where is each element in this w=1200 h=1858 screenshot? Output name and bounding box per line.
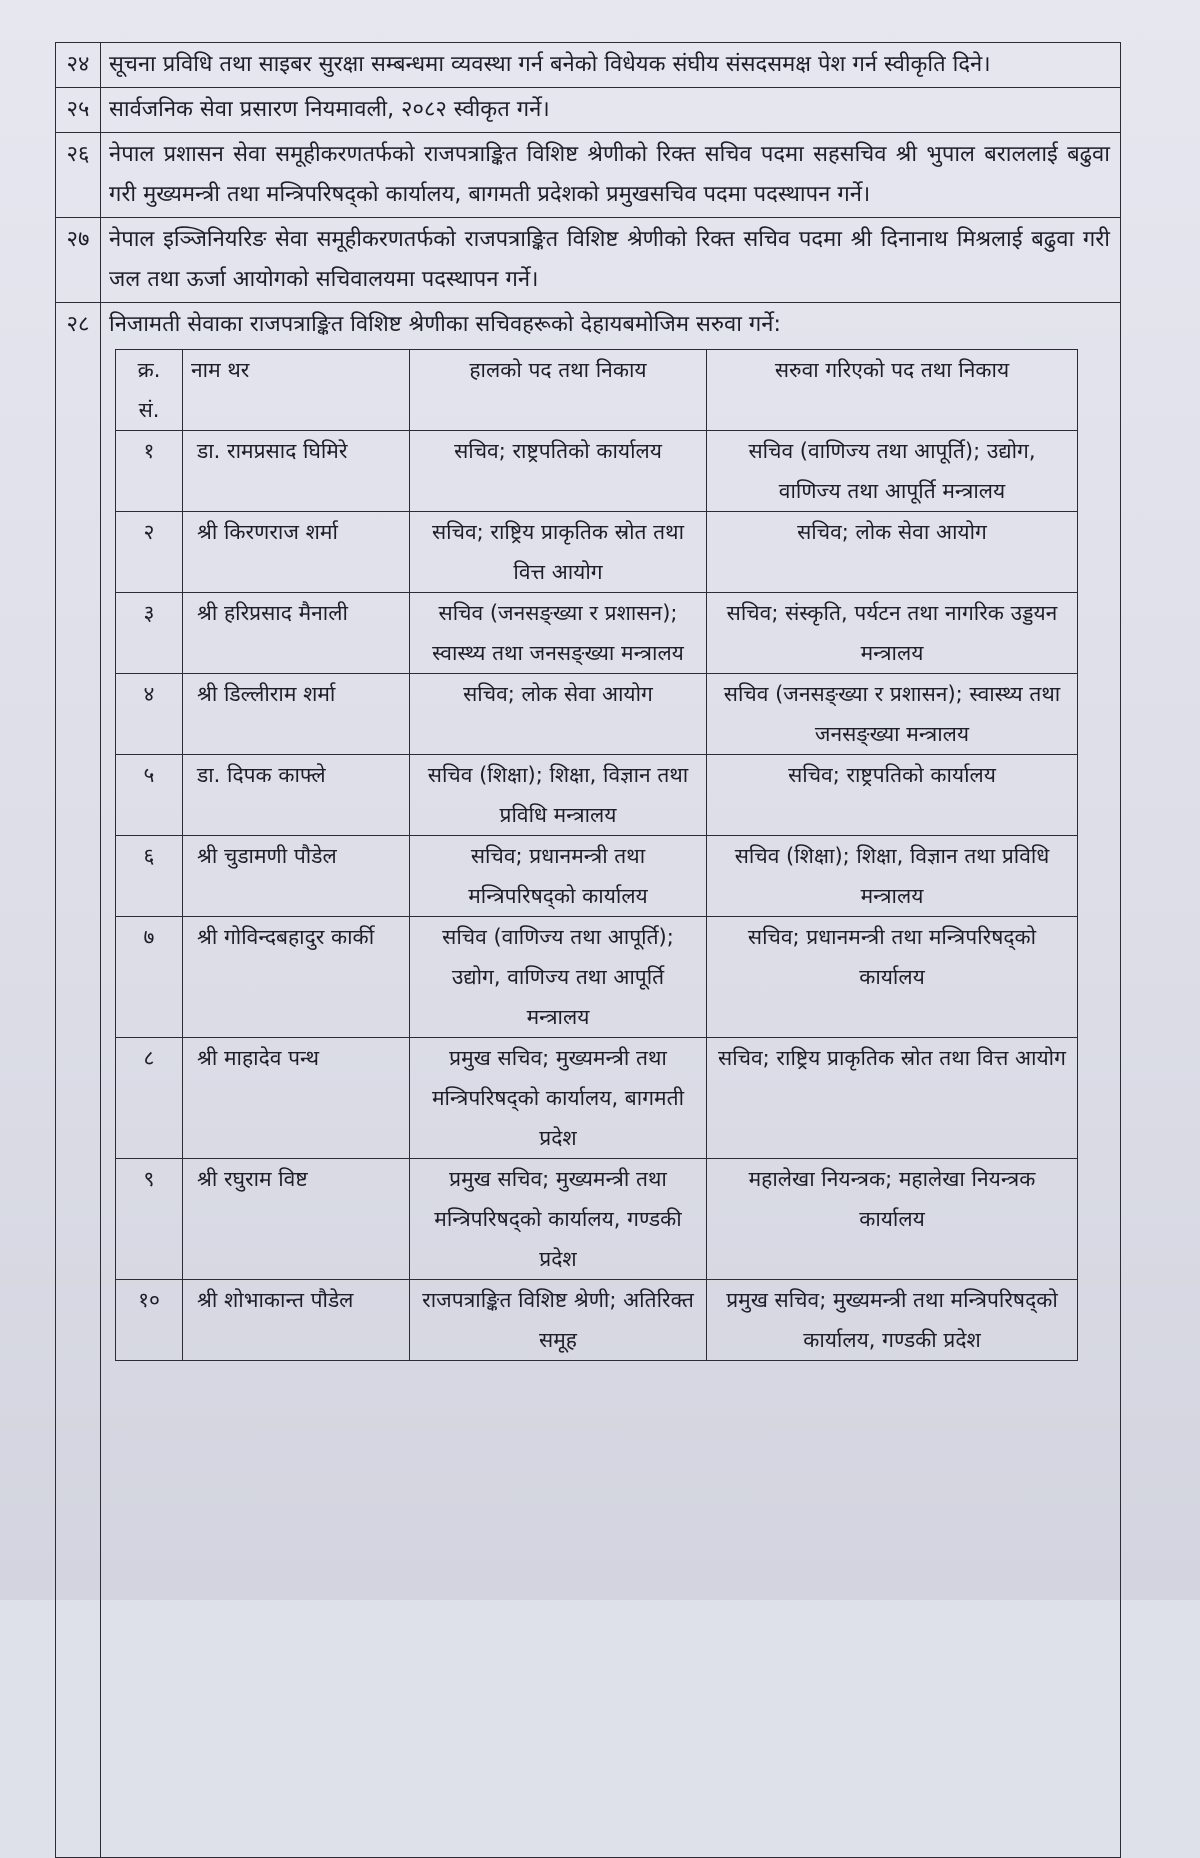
serial-number: ५ xyxy=(116,755,183,836)
person-name: डा. रामप्रसाद घिमिरे xyxy=(183,431,410,512)
decision-text: सूचना प्रविधि तथा साइबर सुरक्षा सम्बन्धमा व्यवस्था गर्न बनेको विधेयक संघीय संसदसमक्ष पेश गर्न स्वीकृति दिने। xyxy=(101,43,1121,88)
decision-row-27 xyxy=(56,218,1121,303)
serial-number: ४ xyxy=(116,674,183,755)
serial-number: ९ xyxy=(116,1159,183,1280)
transfer-post: सचिव (वाणिज्य तथा आपूर्ति); उद्योग, वाणिज्य तथा आपूर्ति मन्त्रालय xyxy=(707,431,1078,512)
person-name: श्री किरणराज शर्मा xyxy=(183,512,410,593)
decision-content xyxy=(101,303,1121,1858)
decision-row-25 xyxy=(56,88,1121,133)
transfer-post: सचिव; राष्ट्रिय प्राकृतिक स्रोत तथा वित्त आयोग xyxy=(707,1038,1078,1159)
current-post: सचिव; लोक सेवा आयोग xyxy=(410,674,707,755)
serial-number: ८ xyxy=(116,1038,183,1159)
decision-number: २४ xyxy=(56,43,101,88)
table-row xyxy=(116,1280,1078,1361)
header-current-post: हालको पद तथा निकाय xyxy=(410,350,707,431)
person-name: डा. दिपक काफ्ले xyxy=(183,755,410,836)
decision-number: २५ xyxy=(56,88,101,133)
table-row xyxy=(116,674,1078,755)
current-post: राजपत्राङ्कित विशिष्ट श्रेणी; अतिरिक्त समूह xyxy=(410,1280,707,1361)
transfer-post: सचिव; लोक सेवा आयोग xyxy=(707,512,1078,593)
person-name: श्री माहादेव पन्थ xyxy=(183,1038,410,1159)
decision-text: निजामती सेवाका राजपत्राङ्कित विशिष्ट श्रेणीका सचिवहरूको देहायबमोजिम सरुवा गर्ने: xyxy=(109,312,781,337)
decision-text: सार्वजनिक सेवा प्रसारण नियमावली, २०८२ स्वीकृत गर्ने। xyxy=(101,88,1121,133)
decision-number: २७ xyxy=(56,218,101,303)
decision-row-28 xyxy=(56,303,1121,1858)
current-post: सचिव (वाणिज्य तथा आपूर्ति); उद्योग, वाणिज्य तथा आपूर्ति मन्त्रालय xyxy=(410,917,707,1038)
current-post: सचिव; राष्ट्रपतिको कार्यालय xyxy=(410,431,707,512)
decisions-table xyxy=(55,42,1121,1858)
person-name: श्री डिल्लीराम शर्मा xyxy=(183,674,410,755)
header-name: नाम थर xyxy=(183,350,410,431)
header-transfer-post: सरुवा गरिएको पद तथा निकाय xyxy=(707,350,1078,431)
current-post: सचिव; राष्ट्रिय प्राकृतिक स्रोत तथा वित्त आयोग xyxy=(410,512,707,593)
transfer-post: सचिव (जनसङ्ख्या र प्रशासन); स्वास्थ्य तथा जनसङ्ख्या मन्त्रालय xyxy=(707,674,1078,755)
person-name: श्री चुडामणी पौडेल xyxy=(183,836,410,917)
serial-number: १० xyxy=(116,1280,183,1361)
decision-number: २८ xyxy=(56,303,101,1858)
decision-row-26 xyxy=(56,133,1121,218)
current-post: सचिव; प्रधानमन्त्री तथा मन्त्रिपरिषद्को कार्यालय xyxy=(410,836,707,917)
table-row xyxy=(116,512,1078,593)
header-serial: क्र. सं. xyxy=(116,350,183,431)
table-row xyxy=(116,836,1078,917)
transfer-post: सचिव; प्रधानमन्त्री तथा मन्त्रिपरिषद्को कार्यालय xyxy=(707,917,1078,1038)
current-post: प्रमुख सचिव; मुख्यमन्त्री तथा मन्त्रिपरिषद्को कार्यालय, बागमती प्रदेश xyxy=(410,1038,707,1159)
table-row xyxy=(116,431,1078,512)
current-post: सचिव (जनसङ्ख्या र प्रशासन); स्वास्थ्य तथा जनसङ्ख्या मन्त्रालय xyxy=(410,593,707,674)
table-row xyxy=(116,593,1078,674)
current-post: सचिव (शिक्षा); शिक्षा, विज्ञान तथा प्रविधि मन्त्रालय xyxy=(410,755,707,836)
person-name: श्री शोभाकान्त पौडेल xyxy=(183,1280,410,1361)
serial-number: २ xyxy=(116,512,183,593)
decision-text: नेपाल प्रशासन सेवा समूहीकरणतर्फको राजपत्राङ्कित विशिष्ट श्रेणीको रिक्त सचिव पदमा सहसचिव श्री भुपाल बराललाई बढुवा गरी मुख्यमन्त्री तथा मन्त्रिपरिषद्को कार्यालय, बागमती प्रदेशको प्रमुखसचिव पदमा पदस्थापन गर्ने। xyxy=(101,133,1121,218)
table-row xyxy=(116,1038,1078,1159)
serial-number: १ xyxy=(116,431,183,512)
transfer-post: सचिव (शिक्षा); शिक्षा, विज्ञान तथा प्रविधि मन्त्रालय xyxy=(707,836,1078,917)
transfer-post: सचिव; राष्ट्रपतिको कार्यालय xyxy=(707,755,1078,836)
decision-number: २६ xyxy=(56,133,101,218)
decision-row-24 xyxy=(56,43,1121,88)
decision-text: नेपाल इञ्जिनियरिङ सेवा समूहीकरणतर्फको राजपत्राङ्कित विशिष्ट श्रेणीको रिक्त सचिव पदमा श्री दिनानाथ मिश्रलाई बढुवा गरी जल तथा ऊर्जा आयोगको सचिवालयमा पदस्थापन गर्ने। xyxy=(101,218,1121,303)
transfer-post: सचिव; संस्कृति, पर्यटन तथा नागरिक उड्डयन मन्त्रालय xyxy=(707,593,1078,674)
serial-number: ६ xyxy=(116,836,183,917)
table-row xyxy=(116,1159,1078,1280)
table-row xyxy=(116,755,1078,836)
serial-number: ३ xyxy=(116,593,183,674)
transfer-table-header xyxy=(116,350,1078,431)
person-name: श्री रघुराम विष्ट xyxy=(183,1159,410,1280)
current-post: प्रमुख सचिव; मुख्यमन्त्री तथा मन्त्रिपरिषद्को कार्यालय, गण्डकी प्रदेश xyxy=(410,1159,707,1280)
transfer-post: प्रमुख सचिव; मुख्यमन्त्री तथा मन्त्रिपरिषद्को कार्यालय, गण्डकी प्रदेश xyxy=(707,1280,1078,1361)
transfer-post: महालेखा नियन्त्रक; महालेखा नियन्त्रक कार्यालय xyxy=(707,1159,1078,1280)
person-name: श्री हरिप्रसाद मैनाली xyxy=(183,593,410,674)
transfer-table xyxy=(115,349,1078,1361)
table-row xyxy=(116,917,1078,1038)
serial-number: ७ xyxy=(116,917,183,1038)
person-name: श्री गोविन्दबहादुर कार्की xyxy=(183,917,410,1038)
